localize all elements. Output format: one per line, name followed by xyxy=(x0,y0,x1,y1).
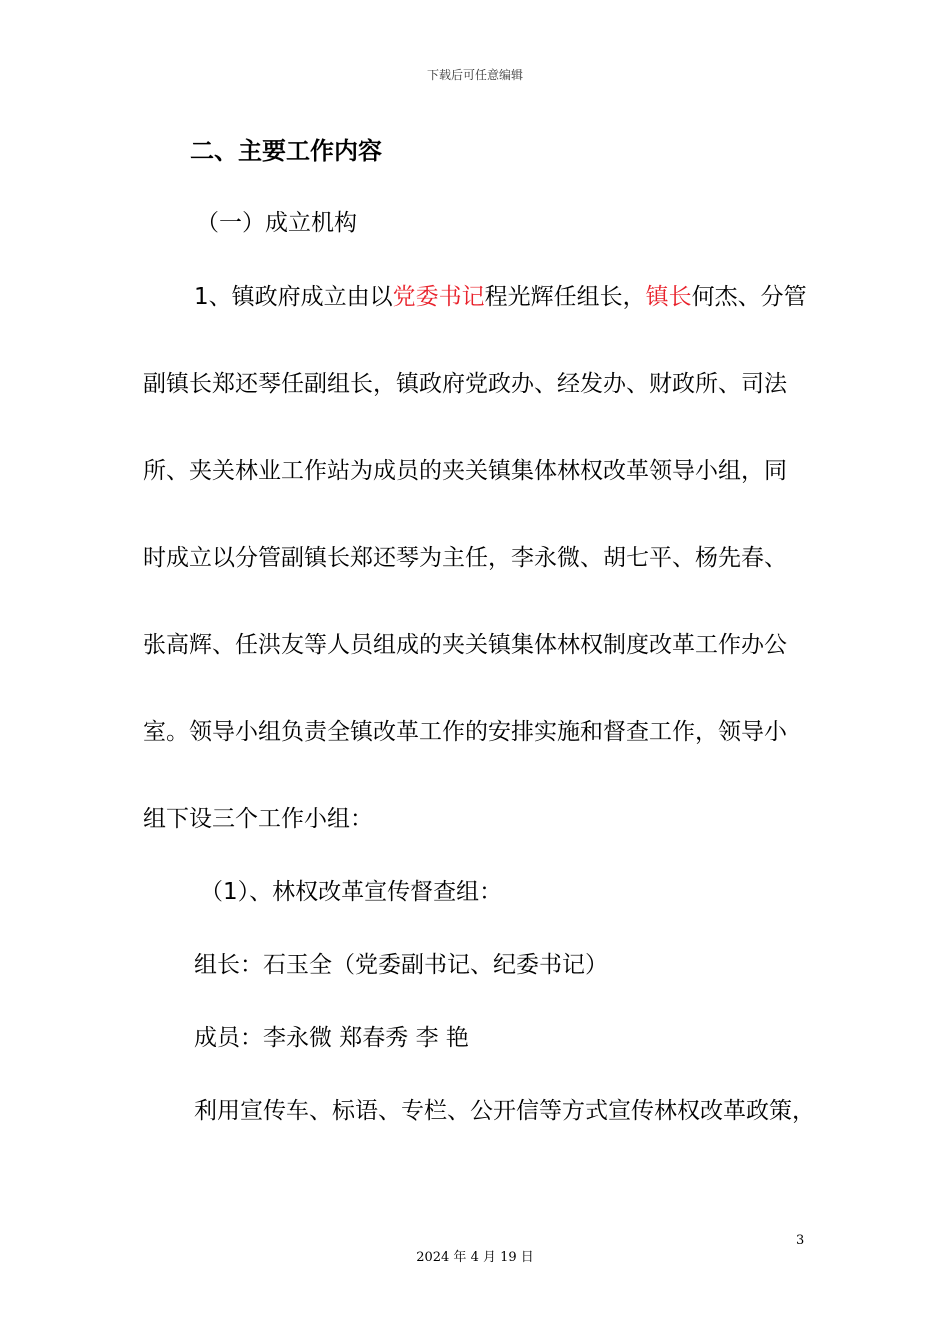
subsection-title: （一）成立机构 xyxy=(196,210,357,236)
paragraph-line: 室。领导小组负责全镇改革工作的安排实施和督查工作，领导小 xyxy=(143,719,787,745)
paragraph-line: 张高辉、任洪友等人员组成的夹关镇集体林权制度改革工作办公 xyxy=(143,632,787,658)
paragraph-line: 时成立以分管副镇长郑还琴为主任，李永微、胡七平、杨先春、 xyxy=(143,545,787,571)
highlighted-text: 党委书记 xyxy=(392,284,485,310)
footer-date: 2024 年 4 月 19 日 xyxy=(416,1250,534,1265)
paragraph-line: 副镇长郑还琴任副组长，镇政府党政办、经发办、财政所、司法 xyxy=(143,371,787,397)
text-run: 程光辉任组长， xyxy=(484,284,646,310)
text-run: 何杰、分管 xyxy=(691,284,807,310)
page-number: 3 xyxy=(796,1233,805,1248)
group-title: （1）、林权改革宣传督查组： xyxy=(200,879,503,905)
paragraph-line: 组下设三个工作小组： xyxy=(143,806,373,832)
paragraph-line xyxy=(194,282,807,312)
text-run: 1、镇政府成立由以 xyxy=(194,284,393,310)
group-duty: 利用宣传车、标语、专栏、公开信等方式宣传林权改革政策， xyxy=(194,1098,815,1124)
section-title: 二、主要工作内容 xyxy=(190,137,382,165)
highlighted-text: 镇长 xyxy=(645,284,692,310)
group-members: 成员：李永微 郑春秀 李 艳 xyxy=(194,1025,469,1051)
header-note: 下载后可任意编辑 xyxy=(426,68,523,82)
paragraph-line: 所、夹关林业工作站为成员的夹关镇集体林权改革领导小组，同 xyxy=(143,458,787,484)
group-leader: 组长：石玉全（党委副书记、纪委书记） xyxy=(194,952,608,978)
